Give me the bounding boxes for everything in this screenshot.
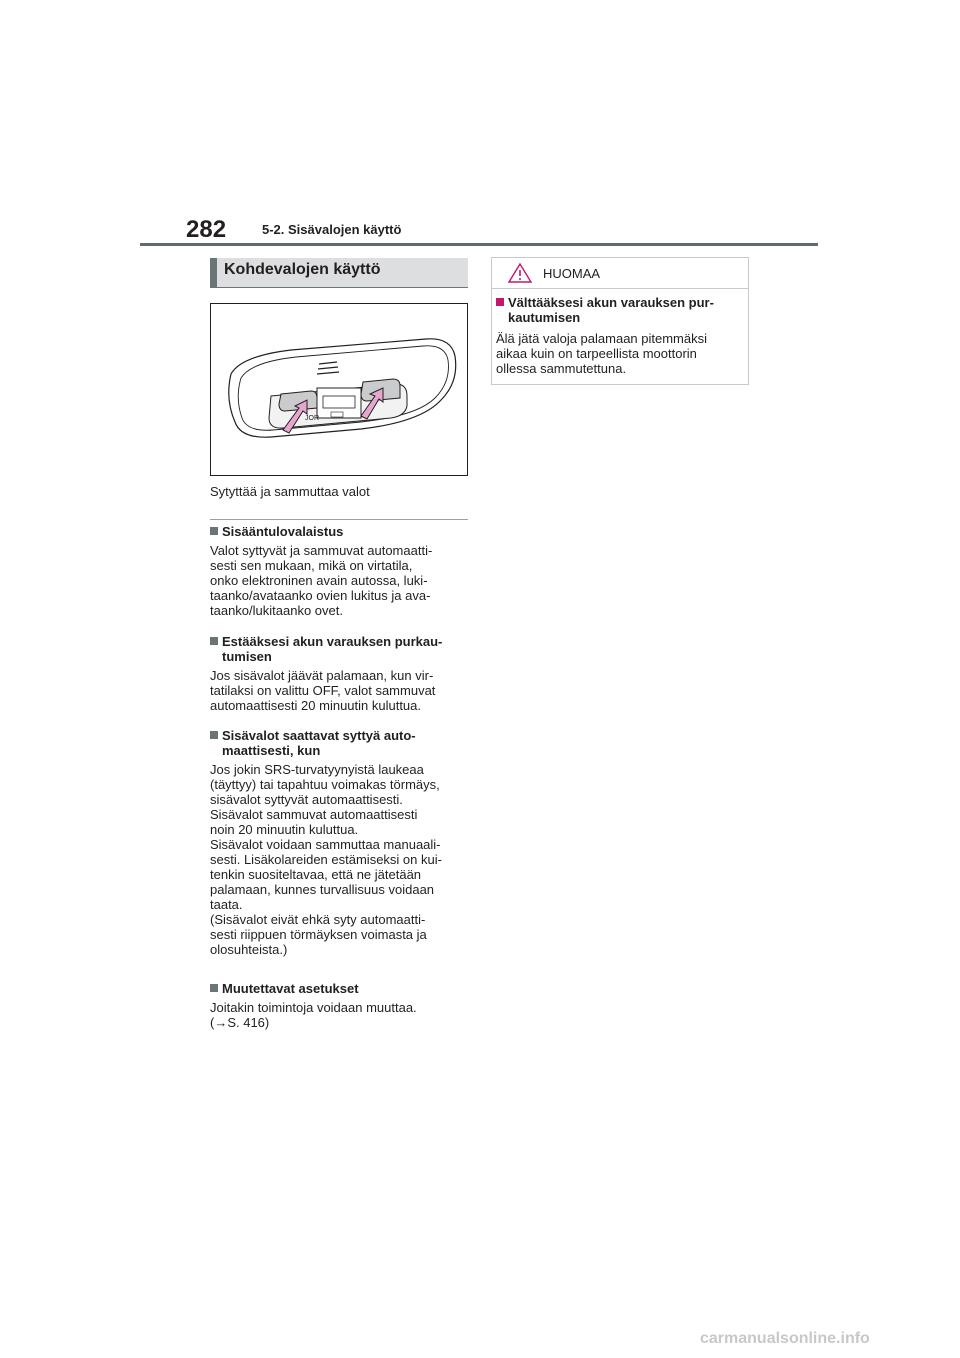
- bullet-square-icon: [496, 298, 504, 306]
- overhead-console-illustration: [210, 303, 468, 476]
- notice-body: Välttääksesi akun varauksen pur- kautumisen Älä jätä valoja palamaan pitemmäksi aikaa kuin on tarpeellista moottorin ollessa sammutettuna.: [496, 295, 746, 376]
- block-title: Sisääntulovalaistus: [210, 524, 472, 539]
- bullet-square-icon: [210, 637, 218, 645]
- block-battery-discharge: Estääksesi akun varauksen purkau- tumisen Jos sisävalot jäävät palamaan, kun vir- tatilaksi on valittu OFF, valot sammuvat automaattisesti 20 minuutin kuluttua.: [210, 634, 472, 713]
- block-title: Muutettavat asetukset: [210, 981, 472, 996]
- notice-title: Välttääksesi akun varauksen pur- kautumisen: [496, 295, 746, 325]
- block-title: Estääksesi akun varauksen purkau- tumisen: [210, 634, 472, 664]
- notice-label: HUOMAA: [543, 266, 601, 281]
- section-heading-text: Kohdevalojen käyttö: [224, 261, 381, 278]
- watermark: carmanualsonline.info: [700, 1330, 870, 1347]
- notice-box: [491, 257, 749, 385]
- block-title: Sisävalot saattavat syttyä auto- maattisesti, kun: [210, 728, 472, 758]
- header-divider: [140, 243, 818, 246]
- console-drawing: [211, 304, 467, 475]
- section-heading: [210, 258, 468, 288]
- bullet-square-icon: [210, 731, 218, 739]
- illustration-caption: Sytyttää ja sammuttaa valot: [210, 484, 370, 499]
- bullet-square-icon: [210, 527, 218, 535]
- section-title: 5-2. Sisävalojen käyttö: [262, 222, 402, 237]
- caption-divider: [210, 519, 468, 520]
- block-auto-on: Sisävalot saattavat syttyä auto- maattisesti, kun Jos jokin SRS-turvatyynyistä laukeaa (täyttyy) tai tapahtuu voimakas törmäys, sisävalot syttyvät automaattisesti. Sisävalot sammuvat automaattisesti noin 20 minuutin kuluttua. Sisävalot voidaan sammuttaa manuaali- sesti. Lisäkolareiden estämiseksi on kui- tenkin suositeltavaa, että ne jätetään palamaan, kunnes turvallisuus voidaan taata. (Sisävalot eivät ehkä syty automaatti- sesti riippuen törmäyksen voimasta ja olosuhteista.): [210, 728, 472, 957]
- bullet-square-icon: [210, 984, 218, 992]
- block-custom-settings: Muutettavat asetukset Joitakin toimintoja voidaan muuttaa. (→S. 416): [210, 981, 472, 1030]
- notice-header: [492, 258, 748, 289]
- block-entry-lighting: Sisääntulovalaistus Valot syttyvät ja sammuvat automaatti- sesti sen mukaan, mikä on virtatila, onko elektroninen avain autossa, luki- taanko/avataanko ovien lukitus ja ava- taanko/lukitaanko ovet.: [210, 524, 472, 618]
- warning-triangle-icon: [507, 262, 533, 284]
- svg-text:JOR: JOR: [305, 415, 319, 422]
- page-reference-link[interactable]: (→S. 416): [210, 1015, 270, 1030]
- page-number: 282: [186, 216, 227, 243]
